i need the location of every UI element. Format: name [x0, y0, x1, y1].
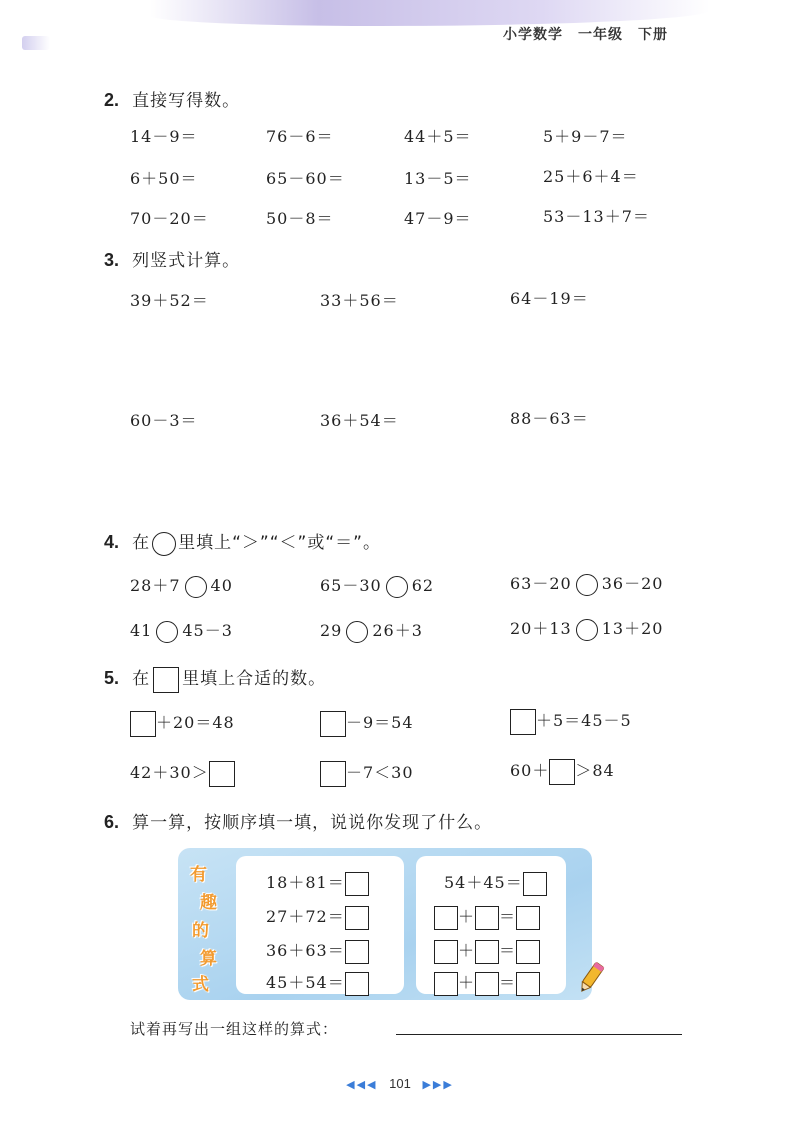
page-number: 101: [389, 1076, 411, 1091]
formula-text: 54＋45＝: [444, 873, 523, 892]
panel-label-char: 有: [190, 865, 207, 885]
question-title-pre: 在: [132, 669, 151, 689]
comparison-item: [130, 573, 233, 598]
panel-label-char: 的: [192, 921, 209, 941]
expression: 88－63＝: [510, 409, 589, 428]
answer-box[interactable]: [475, 940, 499, 964]
right-expr: 13＋20: [601, 619, 664, 638]
banner-decoration-left: [22, 36, 50, 50]
before-text: 60＋: [510, 761, 550, 780]
answer-circle[interactable]: [346, 621, 368, 643]
answer-box[interactable]: [434, 906, 458, 930]
expression: 76－6＝: [266, 127, 334, 146]
comparison-item: [320, 573, 434, 598]
pencil-icon: [576, 960, 606, 996]
header-banner: [0, 0, 800, 60]
formula-text: 18＋81＝: [266, 873, 345, 892]
question-number: 5.: [104, 668, 120, 688]
expression: 50－8＝: [266, 209, 334, 228]
right-expr: 62: [411, 576, 435, 595]
answer-circle[interactable]: [576, 619, 598, 641]
answer-circle[interactable]: [386, 576, 408, 598]
page-footer: [0, 1076, 800, 1091]
question-title-post: 里填上合适的数。: [182, 669, 327, 689]
answer-box[interactable]: [434, 972, 458, 996]
after-text: ＞84: [575, 761, 615, 780]
right-expr: 36－20: [601, 574, 664, 593]
plus-sign: ＋: [458, 907, 476, 926]
right-expr: 26＋3: [372, 621, 423, 640]
expression: 65－60＝: [266, 169, 345, 188]
left-expr: 65－30: [320, 576, 382, 595]
question-title: 列竖式计算。: [132, 251, 241, 271]
expression: 5＋9－7＝: [543, 127, 628, 146]
formula-row: [266, 870, 369, 896]
answer-box[interactable]: [516, 972, 540, 996]
question-number: 2.: [104, 90, 120, 110]
answer-box[interactable]: [516, 906, 540, 930]
expression: 70－20＝: [130, 209, 209, 228]
formula-row: [434, 970, 540, 996]
expression: 39＋52＝: [130, 291, 209, 310]
answer-box[interactable]: [345, 906, 369, 930]
formula-row: [444, 870, 547, 896]
comparison-item: [510, 616, 663, 641]
answer-box[interactable]: [130, 711, 156, 737]
formula-text: 36＋63＝: [266, 941, 345, 960]
fill-item: [130, 710, 235, 737]
panel-label-char: 趣: [200, 893, 217, 913]
expression: 14－9＝: [130, 127, 198, 146]
left-card: [236, 856, 404, 994]
after-text: ＋5＝45－5: [536, 711, 632, 730]
left-expr: 63－20: [510, 574, 572, 593]
answer-box[interactable]: [345, 972, 369, 996]
question-title: 直接写得数。: [132, 91, 241, 111]
equals-sign: ＝: [499, 973, 517, 992]
equals-sign: ＝: [499, 941, 517, 960]
question-3-heading: [104, 246, 240, 271]
comparison-item: [510, 571, 663, 596]
answer-box[interactable]: [320, 761, 346, 787]
right-card: [416, 856, 566, 994]
circle-icon: [152, 532, 176, 556]
prompt-text: 试着再写出一组这样的算式：: [130, 1020, 339, 1038]
panel-label-char: 式: [192, 975, 209, 995]
plus-sign: ＋: [458, 941, 476, 960]
expression: 60－3＝: [130, 411, 198, 430]
formula-row: [266, 938, 369, 964]
question-number: 3.: [104, 250, 120, 270]
answer-box[interactable]: [516, 940, 540, 964]
answer-box[interactable]: [510, 709, 536, 735]
question-5-heading: [104, 664, 326, 693]
answer-box[interactable]: [209, 761, 235, 787]
right-arrows-icon: ▶▶▶: [422, 1079, 454, 1091]
question-number: 4.: [104, 532, 120, 552]
expression: 13－5＝: [404, 169, 472, 188]
right-expr: 40: [210, 576, 233, 595]
expression: 36＋54＝: [320, 411, 399, 430]
right-expr: 45－3: [182, 621, 233, 640]
formula-row: [434, 904, 540, 930]
answer-box[interactable]: [475, 972, 499, 996]
formula-text: 27＋72＝: [266, 907, 345, 926]
formula-row: [266, 904, 369, 930]
question-title: 算一算，按顺序填一填，说说你发现了什么。: [132, 813, 493, 833]
question-number: 6.: [104, 812, 120, 832]
fill-item: [320, 710, 414, 737]
fill-item: [130, 760, 235, 787]
interesting-formulas-panel: [178, 848, 592, 1000]
expression: 47－9＝: [404, 209, 472, 228]
left-expr: 41: [130, 621, 153, 640]
comparison-item: [320, 618, 423, 643]
answer-box[interactable]: [475, 906, 499, 930]
answer-box[interactable]: [345, 940, 369, 964]
answer-line[interactable]: [396, 1034, 682, 1035]
left-expr: 20＋13: [510, 619, 572, 638]
answer-circle[interactable]: [576, 574, 598, 596]
formula-row: [266, 970, 369, 996]
answer-box[interactable]: [345, 872, 369, 896]
question-6-heading: [104, 808, 492, 833]
banner-decoration: [150, 0, 710, 26]
after-text: －9＝54: [346, 713, 414, 732]
question-4-heading: [104, 528, 381, 556]
plus-sign: ＋: [458, 973, 476, 992]
panel-label-char: 算: [200, 949, 217, 969]
fill-item: [510, 708, 632, 735]
fill-item: [320, 760, 414, 787]
expression: 25＋6＋4＝: [543, 167, 639, 186]
fill-item: [510, 758, 615, 785]
formula-text: 45＋54＝: [266, 973, 345, 992]
answer-box[interactable]: [523, 872, 547, 896]
expression: 44＋5＝: [404, 127, 472, 146]
left-expr: 28＋7: [130, 576, 181, 595]
expression: 6＋50＝: [130, 169, 198, 188]
question-title-post: 里填上“＞”“＜”或“＝”。: [178, 533, 381, 553]
square-icon: [153, 667, 179, 693]
left-expr: 29: [320, 621, 343, 640]
equals-sign: ＝: [499, 907, 517, 926]
after-text: ＋20＝48: [156, 713, 235, 732]
question-2-heading: [104, 86, 240, 111]
expression: 53－13＋7＝: [543, 207, 650, 226]
answer-circle[interactable]: [185, 576, 207, 598]
question-title-pre: 在: [132, 533, 151, 553]
book-title: 小学数学 一年级 下册: [503, 27, 668, 43]
comparison-item: [130, 618, 233, 643]
answer-circle[interactable]: [156, 621, 178, 643]
formula-row: [434, 938, 540, 964]
left-arrows-icon: ◀◀◀: [346, 1079, 378, 1091]
before-text: 42＋30＞: [130, 763, 209, 782]
answer-box[interactable]: [320, 711, 346, 737]
after-text: －7＜30: [346, 763, 414, 782]
answer-box[interactable]: [549, 759, 575, 785]
expression: 33＋56＝: [320, 291, 399, 310]
answer-box[interactable]: [434, 940, 458, 964]
expression: 64－19＝: [510, 289, 589, 308]
